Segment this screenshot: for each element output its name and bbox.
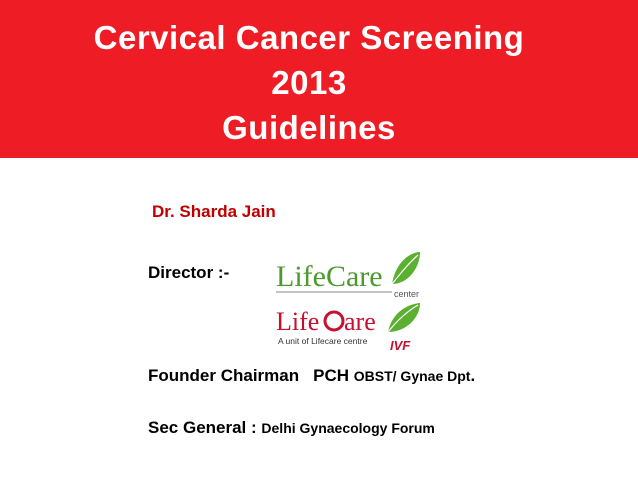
logo1-sub-text: center [394, 289, 420, 299]
secgen-label: Sec General : [148, 418, 257, 437]
title-banner [0, 0, 638, 158]
logo2-ivf-text: IVF [390, 338, 411, 353]
logo2-text-b: are [344, 307, 376, 336]
founder-line [148, 366, 475, 386]
title-line-2: 2013 [271, 64, 347, 101]
secgen-line [148, 418, 435, 438]
title-line-1: Cervical Cancer Screening [93, 19, 525, 56]
founder-end: . [470, 366, 476, 385]
secgen-value: Delhi Gynaecology Forum [261, 420, 435, 436]
director-label: Director :- [148, 263, 230, 282]
presenter-name: Dr. Sharda Jain [152, 202, 276, 221]
logo1-main-text: LifeCare [276, 260, 383, 293]
founder-role: Founder Chairman [148, 366, 300, 385]
logo2-c-circle-icon [325, 312, 343, 330]
logo2-tagline: A unit of Lifecare centre [278, 336, 368, 346]
logo2-text-a: Life [276, 307, 320, 336]
founder-org: PCH [313, 366, 350, 385]
title-line-3: Guidelines [222, 109, 396, 146]
founder-dept: OBST/ Gynae Dpt [353, 368, 471, 384]
lifecare-ivf-logo [274, 302, 424, 354]
lifecare-center-logo [274, 250, 424, 300]
